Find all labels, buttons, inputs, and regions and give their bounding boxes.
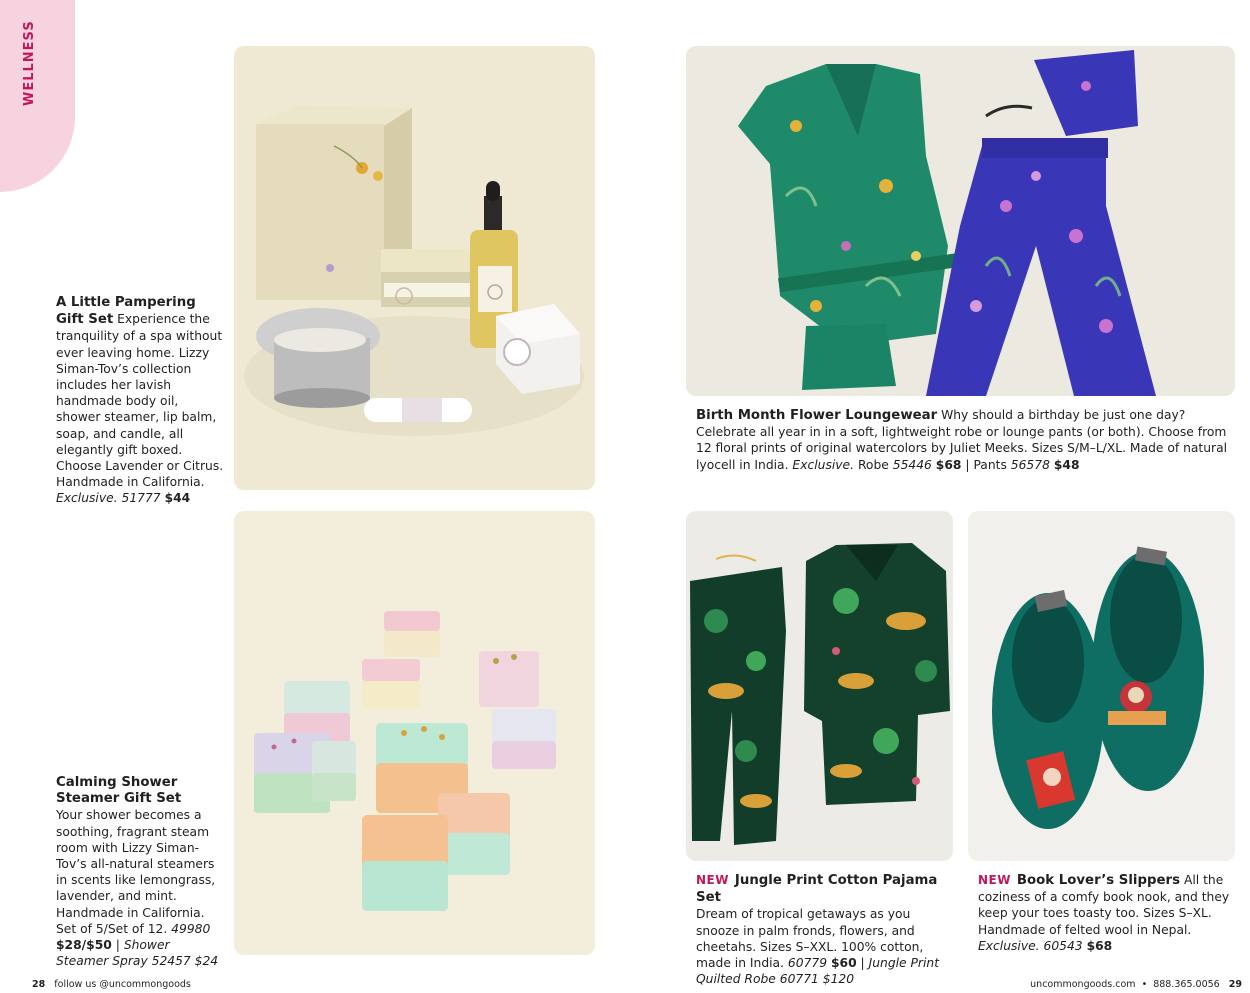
- product-title: A Little Pampering Gift Set: [56, 295, 196, 328]
- robe-label: Robe: [857, 457, 889, 472]
- footer-left: [32, 979, 191, 990]
- pants-label: Pants: [973, 457, 1007, 472]
- robe-item-number: 55446: [892, 457, 932, 472]
- related-item: Shower Steamer Spray 52457 $24: [56, 938, 219, 969]
- section-tab: [0, 0, 75, 192]
- pampering-gift-set-copy: [56, 294, 224, 507]
- product-title: Book Lover’s Slippers: [1016, 873, 1181, 888]
- pampering-gift-set-photo: [234, 46, 595, 490]
- price: $68: [1086, 938, 1113, 953]
- new-badge: NEW: [978, 873, 1011, 887]
- social-handle[interactable]: follow us @uncommongoods: [54, 979, 191, 990]
- footer-right: uncommongoods.com • 888.365.0056 29: [1030, 979, 1242, 990]
- product-title: Calming Shower Steamer Gift Set: [56, 775, 182, 807]
- item-number: 49980: [171, 921, 211, 936]
- pants-item-number: 56578: [1010, 457, 1050, 472]
- book-slippers-copy: [978, 872, 1230, 954]
- product-title: Birth Month Flower Loungewear: [696, 408, 938, 423]
- related-item: Jungle Print Quilted Robe 60771 $120: [696, 956, 940, 987]
- price: $60: [830, 956, 857, 971]
- product-title: Jungle Print Cotton Pajama Set: [696, 873, 938, 906]
- product-description: Dream of tropical getaways as you snooze in palm fronds, flowers, and cheetahs. Sizes S–XXL. 100% cotton, made in India.: [696, 907, 924, 971]
- price: $28/$50: [56, 938, 112, 953]
- loungewear-copy: Birth Month Flower Loungewear Why should a birthday be just one day? Celebrate all year in in a soft, lightweight robe or lounge pants (or both). Choose from 12 floral prints of original watercolors by Juliet Meeks. Sizes S/M–L/XL. Made of natural lyocell in India. Exclusive. Robe 55446 $68 | Pants 56578 $48: [696, 408, 1228, 472]
- item-number: 60543: [1043, 938, 1083, 953]
- section-tab-label: WELLNESS: [22, 20, 37, 106]
- product-description: Experience the tranquility of a spa without ever leaving home. Lizzy Siman-Tov’s collection includes her lavish handmade body oil, shower steamer, lip balm, soap, and candle, all elegantly gift boxed. Choose Lavender or Citrus. Handmade in California.: [56, 312, 224, 490]
- exclusive-label: Exclusive.: [792, 457, 855, 472]
- robe-price: $68: [935, 457, 962, 472]
- jungle-pajama-photo: [686, 511, 953, 861]
- exclusive-label: Exclusive.: [56, 491, 118, 506]
- website-link[interactable]: uncommongoods.com: [1030, 979, 1136, 990]
- price: $44: [164, 491, 191, 506]
- product-description: All the coziness of a comfy book nook, and they keep your toes toasty too. Sizes S–XL. Handmade of felted wool in Nepal.: [978, 873, 1230, 937]
- book-slippers-photo: [968, 511, 1235, 861]
- steamer-gift-set-copy: Calming Shower Steamer Gift Set Your shower becomes a soothing, fragrant steam room with Lizzy Siman-Tov’s all-natural steamers in scents like lemongrass, lavender, and mint. Handmade in California. Set of 5/Set of 12. 49980 $28/$50 | Shower Steamer Spray 52457 $24: [56, 775, 219, 969]
- jungle-pajama-copy: NEW Jungle Print Cotton Pajama Set Dream of tropical getaways as you snooze in palm fronds, flowers, and cheetahs. Sizes S–XXL. 100% cotton, made in India. 60779 $60 | Jungle Print Quilted Robe 60771 $120: [696, 873, 940, 987]
- new-badge: NEW: [696, 873, 729, 887]
- product-description: Your shower becomes a soothing, fragrant steam room with Lizzy Siman-Tov’s all-natural steamers in scents like lemongrass, lavender, and mint. Handmade in California. Set of 5/Set of 12.: [56, 808, 216, 936]
- item-number: 60779: [787, 956, 828, 971]
- right-page-number: 29: [1228, 979, 1242, 990]
- pants-price: $48: [1053, 457, 1080, 472]
- item-number: 51777: [121, 491, 161, 506]
- phone-number[interactable]: 888.365.0056: [1153, 979, 1220, 990]
- exclusive-label: Exclusive.: [978, 938, 1040, 953]
- left-page-number: 28: [32, 979, 46, 990]
- product-description: Why should a birthday be just one day? Celebrate all year in in a soft, lightweight robe or lounge pants (or both). Choose from 12 floral prints of original watercolors by Juliet Meeks. Sizes S/M–L/XL. Made of natural lyocell in India.: [696, 408, 1228, 472]
- loungewear-photo: [686, 46, 1235, 396]
- shower-steamer-photo: [234, 511, 595, 955]
